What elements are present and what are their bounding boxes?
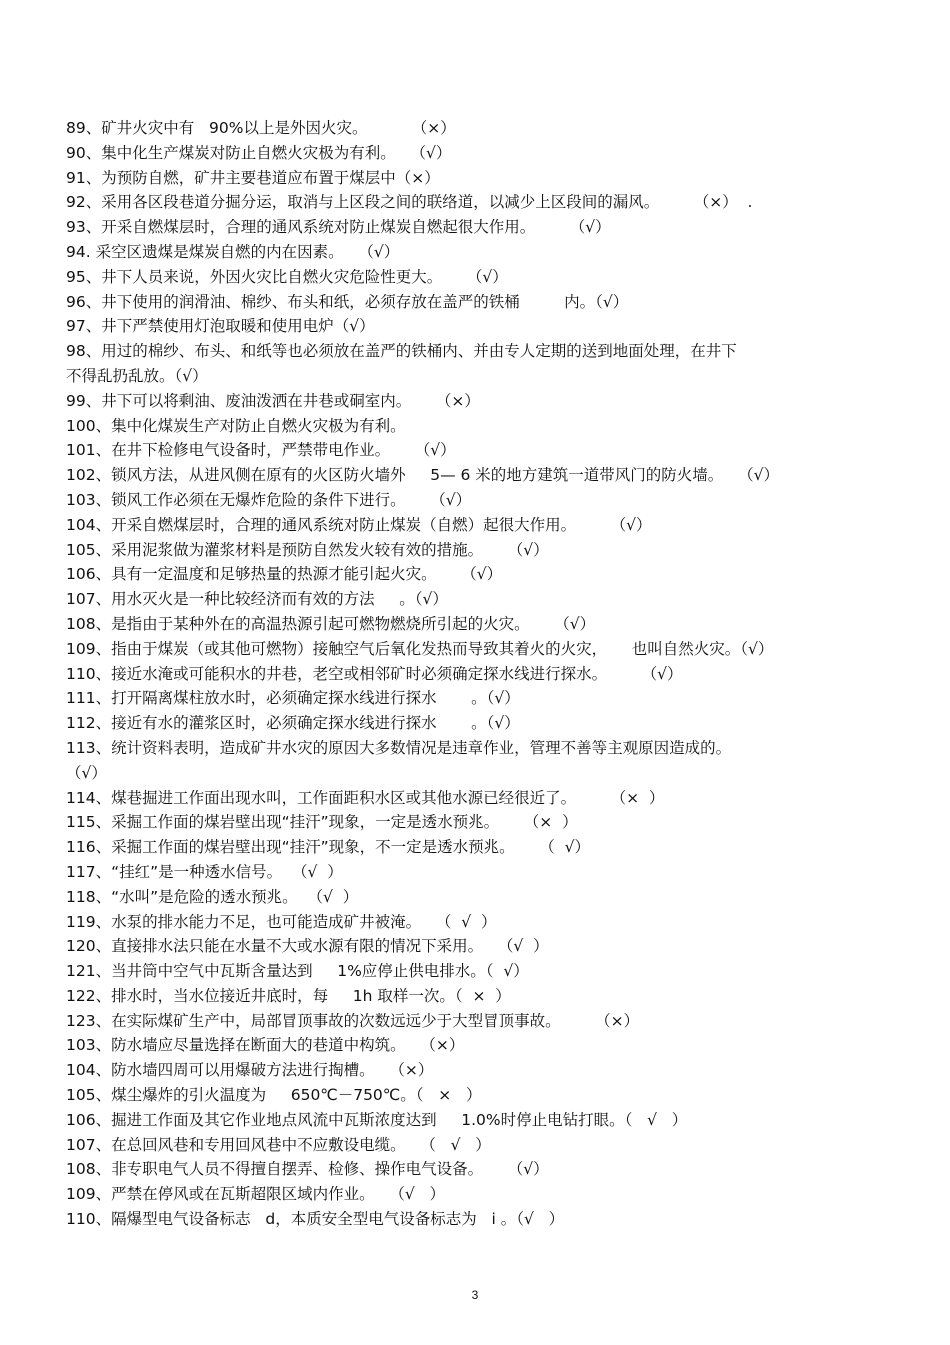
list-item: 109、指由于煤炭（或其他可燃物）接触空气后氧化发热而导致其着火的火灾， 也叫自然火灾。（√） — [66, 639, 774, 658]
list-item: 104、开采自燃煤层时，合理的通风系统对防止煤炭（自燃）起很大作用。 （√） — [66, 515, 652, 534]
list-item: 99、井下可以将剩油、废油泼洒在井巷或硐室内。 （×） — [66, 391, 480, 410]
list-item: 106、具有一定温度和足够热量的热源才能引起火灾。 （√） — [66, 565, 503, 584]
list-item: 96、井下使用的润滑油、棉纱、布头和纸，必须存放在盖严的铁桶 内。（√） — [66, 292, 629, 311]
list-item: 104、防水墙四周可以用爆破方法进行掏槽。 （×） — [66, 1061, 434, 1080]
list-item: 95、井下人员来说，外因火灾比自燃火灾危险性更大。 （√） — [66, 267, 508, 286]
list-item: 89、矿井火灾中有 90%以上是外因火灾。 （×） — [66, 119, 456, 137]
list-item-continuation: （√） — [66, 763, 107, 782]
list-item: 100、集中化煤炭生产对防止自燃火灾极为有利。 — [66, 416, 406, 435]
list-item: 110、接近水淹或可能积水的井巷，老空或相邻矿时必须确定探水线进行探水。 （√） — [66, 664, 683, 683]
list-item: 108、非专职电气人员不得擅自摆弄、检修、操作电气设备。 （√） — [66, 1160, 549, 1179]
list-item: 109、严禁在停风或在瓦斯超限区域内作业。 （√ ） — [66, 1185, 446, 1204]
list-item: 114、煤巷掘进工作面出现水叫，工作面距积水区或其他水源已经很近了。 （× ） — [66, 788, 665, 807]
list-item: 102、锁风方法，从进风侧在原有的火区防火墙外 5— 6 米的地方建筑一道带风门的防火墙。 （√） — [66, 466, 779, 485]
list-item: 105、煤尘爆炸的引火温度为 650℃－750℃。（ × ） — [66, 1086, 482, 1105]
list-item: 118、“水叫”是危险的透水预兆。 （√ ） — [66, 887, 359, 906]
list-item-continuation: 不得乱扔乱放。（√） — [66, 366, 208, 385]
list-item: 98、用过的棉纱、布头、和纸等也必须放在盖严的铁桶内、并由专人定期的送到地面处理，在井下 — [66, 342, 737, 361]
list-item: 93、开采自燃煤层时，合理的通风系统对防止煤炭自燃起很大作用。 （√） — [66, 218, 611, 237]
list-item: 119、水泵的排水能力不足，也可能造成矿井被淹。 （ √ ） — [66, 912, 497, 931]
list-item: 120、直接排水法只能在水量不大或水源有限的情况下采用。 （√ ） — [66, 937, 549, 956]
list-item: 90、集中化生产煤炭对防止自燃火灾极为有利。 （√） — [66, 143, 452, 162]
list-item: 107、用水灭火是一种比较经济而有效的方法 。（√） — [66, 590, 448, 609]
list-item: 117、“挂红”是一种透水信号。 （√ ） — [66, 862, 343, 881]
list-item: 121、当井筒中空气中瓦斯含量达到 1%应停止供电排水。（ √） — [66, 962, 529, 981]
list-item: 91、为预防自燃，矿井主要巷道应布置于煤层中（×） — [66, 168, 440, 187]
list-item: 110、隔爆型电气设备标志 d，本质安全型电气设备标志为 i 。（√ ） — [66, 1210, 565, 1229]
list-item: 123、在实际煤矿生产中，局部冒顶事故的次数远远少于大型冒顶事故。 （×） — [66, 1011, 640, 1030]
list-item: 108、是指由于某种外在的高温热源引起可燃物燃烧所引起的火灾。 （√） — [66, 614, 596, 633]
list-item: 94. 采空区遗煤是煤炭自燃的内在因素。 （√） — [66, 242, 400, 261]
list-item: 92、采用各区段巷道分掘分运，取消与上区段之间的联络道，以减少上区段间的漏风。 （×） . — [66, 193, 753, 212]
list-item: 103、防水墙应尽量选择在断面大的巷道中构筑。 （×） — [66, 1036, 465, 1055]
list-item: 112、接近有水的灌浆区时，必须确定探水线进行探水 。（√） — [66, 714, 520, 733]
list-item: 105、采用泥浆做为灌浆材料是预防自然发火较有效的措施。 （√） — [66, 540, 549, 559]
list-item: 113、统计资料表明，造成矿井水灾的原因大多数情况是违章作业，管理不善等主观原因造成的。 — [66, 738, 732, 757]
list-item: 107、在总回风巷和专用回风巷中不应敷设电缆。 （ √ ） — [66, 1135, 491, 1154]
list-item: 116、采掘工作面的煤岩壁出现“挂汗”现象，不一定是透水预兆。 （ √） — [66, 838, 591, 857]
list-item: 97、井下严禁使用灯泡取暖和使用电炉（√） — [66, 317, 375, 336]
list-item: 103、锁风工作必须在无爆炸危险的条件下进行。 （√） — [66, 490, 472, 509]
page-number: 3 — [471, 1288, 479, 1302]
question-list — [66, 116, 886, 1232]
list-item: 111、打开隔离煤柱放水时，必须确定探水线进行探水 。（√） — [66, 689, 520, 708]
list-item: 106、掘进工作面及其它作业地点风流中瓦斯浓度达到 1.0%时停止电钻打眼。（ √ ） — [66, 1110, 688, 1129]
list-item: 115、采掘工作面的煤岩壁出现“挂汗”现象，一定是透水预兆。 （× ） — [66, 813, 578, 832]
list-item: 101、在井下检修电气设备时，严禁带电作业。 （√） — [66, 441, 456, 460]
list-item: 122、排水时，当水位接近井底时，每 1h 取样一次。（ × ） — [66, 986, 511, 1005]
